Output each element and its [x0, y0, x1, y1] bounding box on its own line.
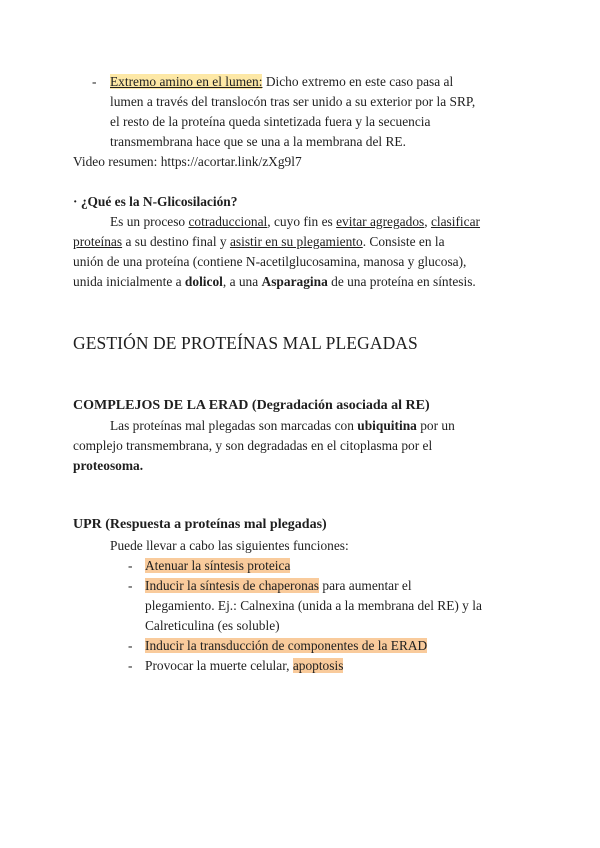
paragraph-line: proteosoma. [73, 458, 144, 473]
paragraph-line: proteínas a su destino final y asistir en su plegamiento. Consiste en la [73, 234, 445, 249]
list-item: Inducir la transducción de componentes de la ERAD [145, 638, 428, 653]
list-item-continuation: Calreticulina (es soluble) [145, 618, 280, 633]
bullet-dash: - [128, 658, 133, 673]
list-item: Inducir la síntesis de chaperonas para aumentar el [145, 578, 412, 593]
list-item-continuation: plegamiento. Ej.: Calnexina (unida a la membrana del RE) y la [145, 598, 482, 613]
paragraph-line: Puede llevar a cabo las siguientes funciones: [110, 538, 349, 553]
highlighted-term: Extremo amino en el lumen: [110, 74, 263, 89]
bullet-dash: - [92, 74, 97, 89]
paragraph-line: el resto de la proteína queda sintetizada fuera y la secuencia [110, 114, 431, 129]
paragraph-line: lumen a través del translocón tras ser unido a su exterior por la SRP, [110, 94, 476, 109]
paragraph-line: Las proteínas mal plegadas son marcadas con ubiquitina por un [110, 418, 455, 433]
list-item: Provocar la muerte celular, apoptosis [145, 658, 344, 673]
bullet-dash: - [128, 578, 133, 593]
list-item: Atenuar la síntesis proteica [145, 558, 291, 573]
paragraph-line: unida inicialmente a dolicol, a una Asparagina de una proteína en síntesis. [73, 274, 476, 289]
paragraph-line: Es un proceso cotraduccional, cuyo fin es evitar agregados, clasificar [110, 214, 481, 229]
subsection-heading: UPR (Respuesta a proteínas mal plegadas) [73, 517, 327, 532]
paragraph-line: Extremo amino en el lumen: Dicho extremo en este caso pasa al [110, 74, 454, 89]
paragraph-line: transmembrana hace que se una a la membrana del RE. [110, 134, 406, 149]
video-link-line: Video resumen: https://acortar.link/zXg9l7 [73, 154, 302, 169]
bullet-dash: - [128, 558, 133, 573]
paragraph-line: unión de una proteína (contiene N-acetilglucosamina, manosa y glucosa), [73, 254, 467, 269]
subsection-heading: COMPLEJOS DE LA ERAD (Degradación asociada al RE) [73, 398, 430, 413]
bullet-dash: - [128, 638, 133, 653]
paragraph-line: complejo transmembrana, y son degradadas en el citoplasma por el [73, 438, 433, 453]
section-heading: GESTIÓN DE PROTEÍNAS MAL PLEGADAS [73, 333, 418, 353]
section-question-title: · ¿Qué es la N-Glicosilación? [73, 194, 238, 209]
